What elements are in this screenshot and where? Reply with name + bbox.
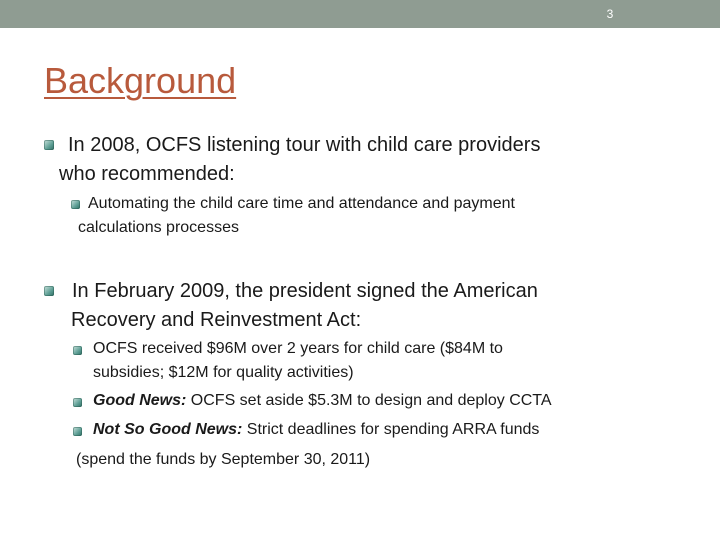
sub-bullet-2-1-line-1: OCFS received $96M over 2 years for child care ($84M to: [93, 340, 503, 357]
slide-number: 3: [606, 7, 614, 21]
good-news-label: Good News:: [93, 392, 187, 409]
sub-bullet-2-1-line-2: subsidies; $12M for quality activities): [93, 364, 354, 381]
sub-bullet-1-1-line-2: calculations processes: [78, 219, 239, 236]
checkbox-bullet-icon: [44, 140, 54, 150]
bullet-1-line-1: In 2008, OCFS listening tour with child care providers: [68, 134, 541, 156]
sub-bullet-2-3-line-1: [93, 421, 539, 439]
checkbox-bullet-icon: [73, 346, 82, 355]
slide-title: Background: [44, 60, 237, 101]
not-so-good-news-text: Strict deadlines for spending ARRA funds: [242, 421, 540, 438]
bullet-1-line-2: who recommended:: [59, 163, 235, 185]
bullet-2-line-2: Recovery and Reinvestment Act:: [71, 309, 362, 331]
sub-bullet-2-2: [93, 392, 552, 410]
checkbox-bullet-icon: [73, 427, 82, 436]
good-news-text: OCFS set aside $5.3M to design and deploy CCTA: [186, 392, 552, 409]
sub-bullet-2-3-line-2: (spend the funds by September 30, 2011): [76, 451, 371, 468]
bullet-2-line-1: In February 2009, the president signed the American: [72, 280, 538, 302]
checkbox-bullet-icon: [71, 200, 80, 209]
checkbox-bullet-icon: [73, 398, 82, 407]
not-so-good-news-label: Not So Good News:: [93, 421, 243, 438]
checkbox-bullet-icon: [44, 286, 54, 296]
sub-bullet-1-1-line-1: Automating the child care time and attendance and payment: [88, 195, 515, 212]
